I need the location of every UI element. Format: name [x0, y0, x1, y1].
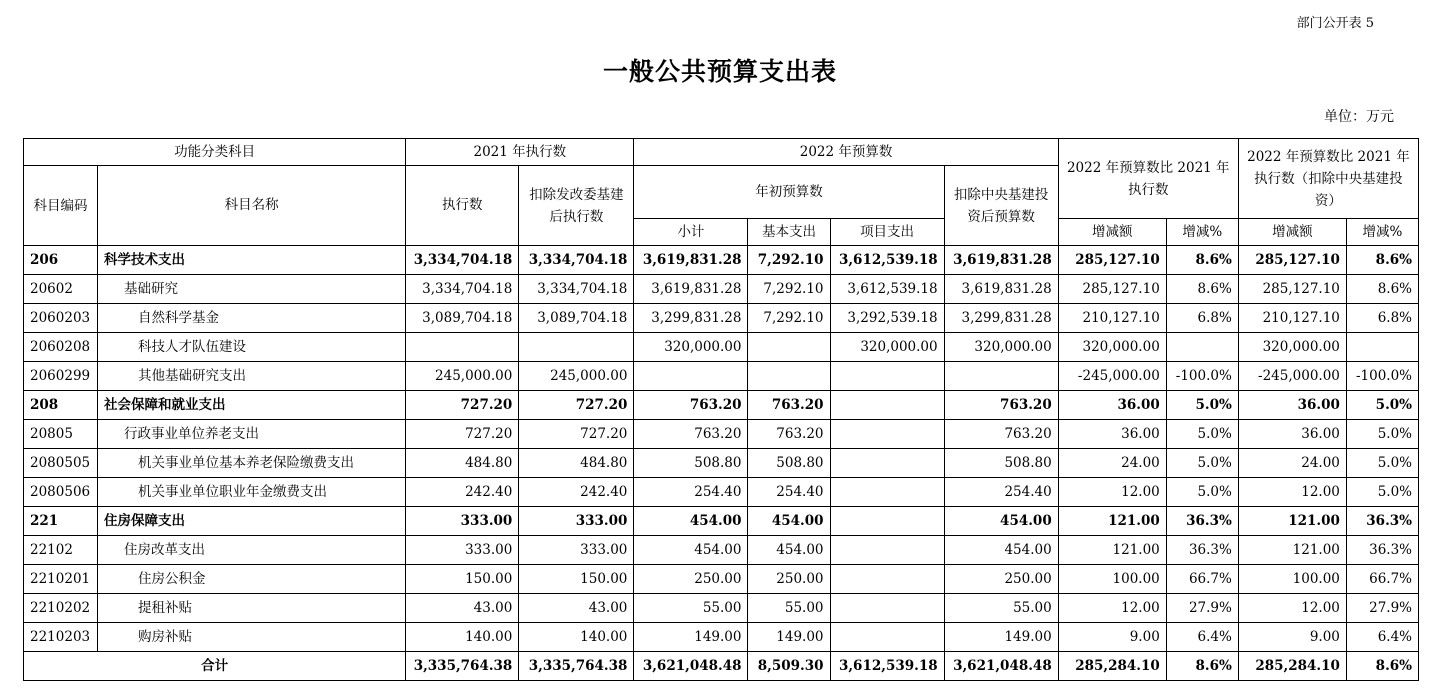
cell-diff1: 36.00 — [1058, 420, 1166, 449]
cell-code: 2210202 — [24, 594, 98, 623]
cell-exec-adj: 150.00 — [519, 565, 634, 594]
cell-exec-adj: 3,089,704.18 — [519, 304, 634, 333]
cell-name: 机关事业单位职业年金缴费支出 — [98, 478, 406, 507]
cell-budget-adj — [944, 362, 1058, 391]
cell-basic: 7,292.10 — [748, 304, 830, 333]
cell-subtotal: 250.00 — [634, 565, 748, 594]
cell-exec-adj: 140.00 — [519, 623, 634, 652]
table-row — [24, 507, 1419, 536]
cell-project — [830, 594, 944, 623]
cell-diff1: 285,127.10 — [1058, 246, 1166, 275]
cell-basic — [748, 362, 830, 391]
cell-diff2: -245,000.00 — [1238, 362, 1346, 391]
cell-subtotal: 763.20 — [634, 391, 748, 420]
cell-name: 住房改革支出 — [98, 536, 406, 565]
cell-diff1: 285,127.10 — [1058, 275, 1166, 304]
cell-exec-adj: 727.20 — [519, 420, 634, 449]
cell-project: 320,000.00 — [830, 333, 944, 362]
cell-diff2: 36.00 — [1238, 420, 1346, 449]
cell-budget-adj: 55.00 — [944, 594, 1058, 623]
cell-name: 机关事业单位基本养老保险缴费支出 — [98, 449, 406, 478]
cell-pct1: -100.0% — [1166, 362, 1238, 391]
cell-subtotal: 149.00 — [634, 623, 748, 652]
cell-code: 2080505 — [24, 449, 98, 478]
cell-code: 22102 — [24, 536, 98, 565]
cell-diff2: 121.00 — [1238, 507, 1346, 536]
cell-exec: 3,089,704.18 — [406, 304, 519, 333]
unit-label: 单位：万元 — [1324, 109, 1394, 125]
cell-budget-adj: 763.20 — [944, 420, 1058, 449]
header-category-group: 功能分类科目 — [24, 139, 406, 166]
table-row — [24, 478, 1419, 507]
cell-pct1: 5.0% — [1166, 420, 1238, 449]
total-subtotal: 3,621,048.48 — [634, 652, 748, 681]
budget-table — [23, 138, 1419, 681]
cell-name: 购房补贴 — [98, 623, 406, 652]
cell-exec: 727.20 — [406, 391, 519, 420]
cell-name: 住房公积金 — [98, 565, 406, 594]
cell-code: 206 — [24, 246, 98, 275]
cell-name: 科学技术支出 — [98, 246, 406, 275]
cell-exec: 3,334,704.18 — [406, 275, 519, 304]
cell-diff1: 100.00 — [1058, 565, 1166, 594]
cell-pct2: 66.7% — [1346, 565, 1418, 594]
cell-exec: 727.20 — [406, 420, 519, 449]
total-row — [24, 652, 1419, 681]
header-code: 科目编码 — [24, 166, 98, 246]
cell-diff2: 285,127.10 — [1238, 275, 1346, 304]
cell-budget-adj: 3,619,831.28 — [944, 246, 1058, 275]
header-compare-1: 2022 年预算数比 2021 年执行数 — [1058, 139, 1238, 219]
cell-code: 208 — [24, 391, 98, 420]
cell-basic: 454.00 — [748, 536, 830, 565]
cell-pct2: 5.0% — [1346, 449, 1418, 478]
header-exec-adjusted: 扣除发改委基建后执行数 — [519, 166, 634, 246]
cell-basic: 763.20 — [748, 420, 830, 449]
cell-subtotal: 763.20 — [634, 420, 748, 449]
cell-budget-adj: 454.00 — [944, 536, 1058, 565]
header-project: 项目支出 — [830, 219, 944, 246]
cell-exec: 43.00 — [406, 594, 519, 623]
cell-project — [830, 507, 944, 536]
cell-exec: 333.00 — [406, 536, 519, 565]
cell-project — [830, 362, 944, 391]
cell-budget-adj: 3,299,831.28 — [944, 304, 1058, 333]
cell-pct1: 6.8% — [1166, 304, 1238, 333]
cell-pct2: 27.9% — [1346, 594, 1418, 623]
cell-project: 3,612,539.18 — [830, 275, 944, 304]
cell-diff1: 210,127.10 — [1058, 304, 1166, 333]
cell-exec-adj: 3,334,704.18 — [519, 246, 634, 275]
cell-exec-adj: 484.80 — [519, 449, 634, 478]
cell-diff1: 320,000.00 — [1058, 333, 1166, 362]
cell-name: 自然科学基金 — [98, 304, 406, 333]
cell-diff2: 12.00 — [1238, 594, 1346, 623]
cell-name: 社会保障和就业支出 — [98, 391, 406, 420]
header-exec-2021: 2021 年执行数 — [406, 139, 634, 166]
cell-pct1: 5.0% — [1166, 449, 1238, 478]
cell-code: 20805 — [24, 420, 98, 449]
header-basic: 基本支出 — [748, 219, 830, 246]
cell-subtotal: 3,299,831.28 — [634, 304, 748, 333]
cell-subtotal: 454.00 — [634, 536, 748, 565]
total-label: 合计 — [24, 652, 406, 681]
total-budget-adj: 3,621,048.48 — [944, 652, 1058, 681]
table-row — [24, 362, 1419, 391]
cell-exec: 242.40 — [406, 478, 519, 507]
cell-diff1: 24.00 — [1058, 449, 1166, 478]
total-exec-adj: 3,335,764.38 — [519, 652, 634, 681]
cell-exec: 333.00 — [406, 507, 519, 536]
cell-pct1: 8.6% — [1166, 275, 1238, 304]
cell-code: 2060203 — [24, 304, 98, 333]
table-row — [24, 391, 1419, 420]
cell-code: 2210203 — [24, 623, 98, 652]
cell-diff1: 36.00 — [1058, 391, 1166, 420]
cell-name: 提租补贴 — [98, 594, 406, 623]
header-initial-budget: 年初预算数 — [634, 166, 944, 219]
cell-exec-adj: 242.40 — [519, 478, 634, 507]
cell-pct2: 36.3% — [1346, 507, 1418, 536]
total-pct2: 8.6% — [1346, 652, 1418, 681]
cell-pct1: 5.0% — [1166, 478, 1238, 507]
header-name: 科目名称 — [98, 166, 406, 246]
cell-diff2: 210,127.10 — [1238, 304, 1346, 333]
cell-subtotal: 55.00 — [634, 594, 748, 623]
total-diff2: 285,284.10 — [1238, 652, 1346, 681]
cell-diff1: 12.00 — [1058, 594, 1166, 623]
cell-basic: 454.00 — [748, 507, 830, 536]
cell-name: 科技人才队伍建设 — [98, 333, 406, 362]
cell-basic: 250.00 — [748, 565, 830, 594]
cell-subtotal: 454.00 — [634, 507, 748, 536]
cell-pct2: 8.6% — [1346, 275, 1418, 304]
cell-exec: 3,334,704.18 — [406, 246, 519, 275]
cell-pct2 — [1346, 333, 1418, 362]
cell-budget-adj: 508.80 — [944, 449, 1058, 478]
cell-project — [830, 391, 944, 420]
header-pct-2: 增减% — [1346, 219, 1418, 246]
cell-subtotal: 320,000.00 — [634, 333, 748, 362]
cell-basic: 763.20 — [748, 391, 830, 420]
cell-pct1 — [1166, 333, 1238, 362]
cell-pct2: 6.4% — [1346, 623, 1418, 652]
cell-diff2: 24.00 — [1238, 449, 1346, 478]
cell-pct2: 6.8% — [1346, 304, 1418, 333]
table-row — [24, 420, 1419, 449]
cell-diff2: 285,127.10 — [1238, 246, 1346, 275]
cell-exec — [406, 333, 519, 362]
cell-project — [830, 623, 944, 652]
cell-project — [830, 420, 944, 449]
cell-diff1: 12.00 — [1058, 478, 1166, 507]
cell-exec-adj: 727.20 — [519, 391, 634, 420]
cell-project — [830, 536, 944, 565]
cell-code: 2210201 — [24, 565, 98, 594]
cell-project: 3,292,539.18 — [830, 304, 944, 333]
cell-project: 3,612,539.18 — [830, 246, 944, 275]
cell-budget-adj: 254.40 — [944, 478, 1058, 507]
cell-budget-adj: 454.00 — [944, 507, 1058, 536]
header-subtotal: 小计 — [634, 219, 748, 246]
cell-budget-adj: 320,000.00 — [944, 333, 1058, 362]
cell-budget-adj: 250.00 — [944, 565, 1058, 594]
total-diff1: 285,284.10 — [1058, 652, 1166, 681]
cell-pct1: 6.4% — [1166, 623, 1238, 652]
cell-subtotal — [634, 362, 748, 391]
cell-basic: 7,292.10 — [748, 246, 830, 275]
cell-exec-adj: 3,334,704.18 — [519, 275, 634, 304]
form-number: 部门公开表 5 — [1296, 16, 1374, 31]
cell-basic: 149.00 — [748, 623, 830, 652]
cell-budget-adj: 3,619,831.28 — [944, 275, 1058, 304]
cell-basic — [748, 333, 830, 362]
cell-basic: 254.40 — [748, 478, 830, 507]
cell-pct2: -100.0% — [1346, 362, 1418, 391]
header-pct-1: 增减% — [1166, 219, 1238, 246]
cell-project — [830, 478, 944, 507]
cell-pct2: 36.3% — [1346, 536, 1418, 565]
cell-subtotal: 508.80 — [634, 449, 748, 478]
cell-exec-adj — [519, 333, 634, 362]
total-project: 3,612,539.18 — [830, 652, 944, 681]
cell-basic: 55.00 — [748, 594, 830, 623]
cell-budget-adj: 149.00 — [944, 623, 1058, 652]
cell-pct2: 5.0% — [1346, 391, 1418, 420]
cell-exec: 140.00 — [406, 623, 519, 652]
cell-code: 2060208 — [24, 333, 98, 362]
cell-subtotal: 254.40 — [634, 478, 748, 507]
cell-name: 行政事业单位养老支出 — [98, 420, 406, 449]
cell-code: 2080506 — [24, 478, 98, 507]
cell-pct1: 5.0% — [1166, 391, 1238, 420]
cell-name: 基础研究 — [98, 275, 406, 304]
cell-subtotal: 3,619,831.28 — [634, 275, 748, 304]
cell-exec: 245,000.00 — [406, 362, 519, 391]
header-budget-2022: 2022 年预算数 — [634, 139, 1058, 166]
cell-code: 20602 — [24, 275, 98, 304]
cell-pct2: 5.0% — [1346, 420, 1418, 449]
total-basic: 8,509.30 — [748, 652, 830, 681]
table-row — [24, 246, 1419, 275]
cell-pct1: 66.7% — [1166, 565, 1238, 594]
cell-exec-adj: 333.00 — [519, 507, 634, 536]
table-row — [24, 275, 1419, 304]
cell-pct1: 36.3% — [1166, 507, 1238, 536]
cell-diff1: 121.00 — [1058, 536, 1166, 565]
total-pct1: 8.6% — [1166, 652, 1238, 681]
cell-project — [830, 565, 944, 594]
cell-code: 2060299 — [24, 362, 98, 391]
cell-diff2: 36.00 — [1238, 391, 1346, 420]
header-compare-2: 2022 年预算数比 2021 年执行数（扣除中央基建投资） — [1238, 139, 1418, 219]
total-exec: 3,335,764.38 — [406, 652, 519, 681]
table-row — [24, 333, 1419, 362]
table-row — [24, 623, 1419, 652]
cell-pct2: 8.6% — [1346, 246, 1418, 275]
cell-pct2: 5.0% — [1346, 478, 1418, 507]
cell-subtotal: 3,619,831.28 — [634, 246, 748, 275]
cell-diff2: 121.00 — [1238, 536, 1346, 565]
cell-diff1: 9.00 — [1058, 623, 1166, 652]
header-diff-1: 增减额 — [1058, 219, 1166, 246]
cell-diff2: 100.00 — [1238, 565, 1346, 594]
cell-basic: 7,292.10 — [748, 275, 830, 304]
page-title: 一般公共预算支出表 — [602, 57, 837, 86]
table-row — [24, 536, 1419, 565]
cell-diff2: 9.00 — [1238, 623, 1346, 652]
cell-diff2: 320,000.00 — [1238, 333, 1346, 362]
table-row — [24, 449, 1419, 478]
header-exec: 执行数 — [406, 166, 519, 246]
header-diff-2: 增减额 — [1238, 219, 1346, 246]
cell-name: 住房保障支出 — [98, 507, 406, 536]
cell-pct1: 27.9% — [1166, 594, 1238, 623]
table-row — [24, 565, 1419, 594]
table-row — [24, 304, 1419, 333]
cell-budget-adj: 763.20 — [944, 391, 1058, 420]
cell-code: 221 — [24, 507, 98, 536]
cell-exec-adj: 245,000.00 — [519, 362, 634, 391]
cell-exec-adj: 333.00 — [519, 536, 634, 565]
cell-name: 其他基础研究支出 — [98, 362, 406, 391]
table-row — [24, 594, 1419, 623]
cell-basic: 508.80 — [748, 449, 830, 478]
header-budget-adjusted: 扣除中央基建投资后预算数 — [944, 166, 1058, 246]
cell-pct1: 8.6% — [1166, 246, 1238, 275]
cell-diff2: 12.00 — [1238, 478, 1346, 507]
cell-exec: 150.00 — [406, 565, 519, 594]
cell-project — [830, 449, 944, 478]
header-row-1 — [24, 139, 1419, 166]
cell-exec-adj: 43.00 — [519, 594, 634, 623]
cell-pct1: 36.3% — [1166, 536, 1238, 565]
cell-diff1: -245,000.00 — [1058, 362, 1166, 391]
cell-diff1: 121.00 — [1058, 507, 1166, 536]
cell-exec: 484.80 — [406, 449, 519, 478]
